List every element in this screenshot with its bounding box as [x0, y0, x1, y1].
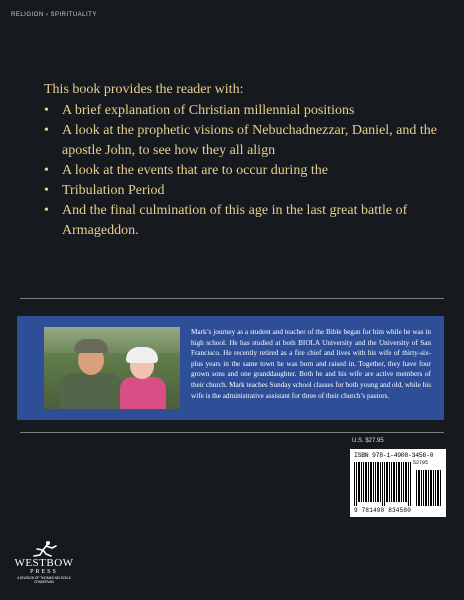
photo-background	[44, 327, 180, 353]
divider-bottom	[20, 432, 444, 433]
feature-item: • A look at the events that are to occur during the	[44, 161, 444, 181]
publisher-logo	[8, 540, 80, 588]
publisher-press: PRESS	[30, 569, 58, 575]
isbn-text: ISBN 978-1-4908-3456-0	[354, 452, 434, 459]
barcode-number: 9 781490 834580	[354, 507, 412, 514]
photo-man-cap	[74, 339, 108, 353]
author-panel	[17, 316, 444, 420]
barcode-icon	[354, 462, 442, 506]
book-description	[44, 80, 444, 241]
barcode-block	[350, 449, 446, 517]
runner-icon	[29, 540, 59, 558]
photo-girl-body	[120, 377, 166, 409]
divider-top	[20, 298, 444, 299]
publisher-division: A DIVISION OF THOMAS NELSON & ZONDERVAN	[17, 576, 71, 584]
barcode-addon: 52795	[413, 460, 429, 466]
feature-item: • A look at the prophetic visions of Nebuchadnezzar, Daniel, and the apostle John, to see how they all align	[44, 121, 444, 161]
photo-girl-hat	[126, 347, 158, 363]
feature-item: • And the final culmination of this age in the last great battle of Armageddon.	[44, 201, 444, 241]
feature-item: • A brief explanation of Christian millennial positions	[44, 101, 444, 121]
photo-man-body	[60, 373, 122, 409]
feature-list	[44, 101, 444, 241]
intro-lead: This book provides the reader with:	[44, 82, 244, 97]
author-photo	[44, 327, 180, 409]
category-label: RELIGION › SPIRITUALITY	[11, 12, 97, 18]
price-label: U.S. $27.95	[352, 438, 384, 444]
author-bio: Mark’s journey as a student and teacher of the Bible began for him while he was in high school. He has studied at both BIOLA University and the University of San Francisco. He recently retired as a fire chief and lives with his wife of thirty-six-plus years in the same town he was born and raised in. Together, they have four grown sons and one granddaughter. Both he and his wife are active members of their church. Mark teaches Sunday school classes for both young and old, while his wife is the administrative assistant for three of their church’s pastors.	[191, 328, 431, 400]
publisher-name: WESTBOW	[14, 557, 74, 569]
feature-item: • Tribulation Period	[44, 181, 444, 201]
